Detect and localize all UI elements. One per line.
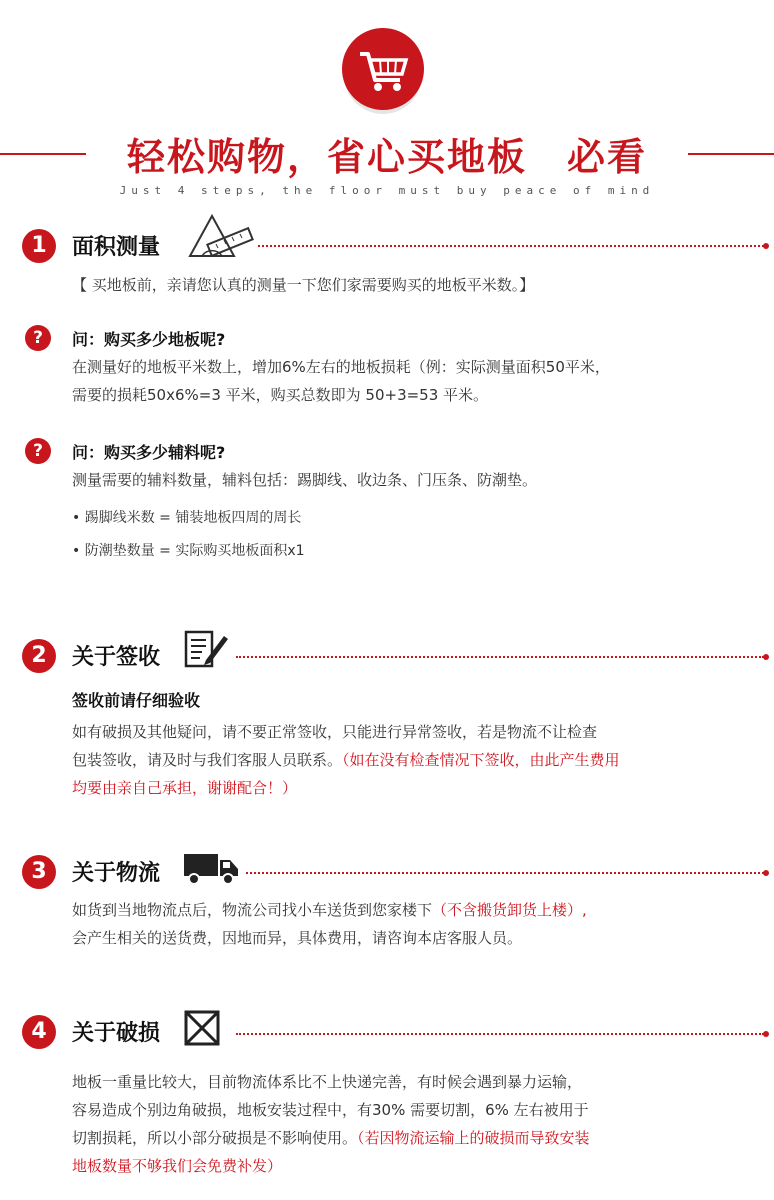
section-title-4: 关于破损	[72, 1021, 161, 1046]
section3-line-1-note: （不含搬货卸货上楼）,	[432, 901, 587, 919]
delivery-truck-icon	[182, 850, 240, 886]
divider-end-dot-3	[763, 870, 769, 876]
section-title-1: 面积测量	[72, 235, 161, 260]
question-1-line-1: 在测量好的地板平米数上，增加6%左右的地板损耗（例：实际测量面积50平米，	[72, 358, 610, 376]
step-number-3: 3	[22, 855, 56, 889]
divider-end-dot-4	[763, 1031, 769, 1037]
step-number-2: 2	[22, 639, 56, 673]
bullet-moisture-pad: • 防潮垫数量 = 实际购买地板面积x1	[72, 543, 305, 559]
section-title-3: 关于物流	[72, 861, 161, 886]
divider-end-dot-2	[763, 654, 769, 660]
section4-line-1: 地板一重量比较大，目前物流体系比不上快递完善，有时候会遇到暴力运输，	[72, 1073, 583, 1091]
page-title: 轻松购物，省心买地板 必看	[126, 135, 647, 179]
sign-document-icon	[182, 626, 230, 670]
question-icon-2: ?	[25, 438, 51, 464]
question-title-1: 问：购买多少地板呢?	[72, 330, 226, 349]
ruler-protractor-icon	[182, 210, 254, 262]
damaged-box-icon	[184, 1010, 220, 1046]
section2-line-3-note: 均要由亲自己承担，谢谢配合！）	[72, 779, 298, 797]
question-2-line-1: 测量需要的辅料数量，辅料包括：踢脚线、收边条、门压条、防潮垫。	[72, 471, 538, 489]
section4-line-3-note: （若因物流运输上的破损而导致安装	[357, 1129, 590, 1147]
question-icon-1: ?	[25, 325, 51, 351]
page-subtitle: Just 4 steps, the floor must buy peace of mind	[119, 184, 655, 197]
section1-intro: 【 买地板前，亲请您认真的测量一下您们家需要购买的地板平米数。】	[72, 276, 535, 294]
question-1-line-2: 需要的损耗50x6%=3 平米，购买总数即为 50+3=53 平米。	[72, 386, 489, 404]
section4-line-3-text: 切割损耗，所以小部分破损是不影响使用。	[72, 1129, 358, 1147]
section4-line-2: 容易造成个别边角破损，地板安装过程中，有30% 需要切割，6% 左右被用于	[72, 1101, 589, 1119]
section2-subtitle: 签收前请仔细验收	[72, 691, 201, 710]
section3-line-1	[72, 897, 587, 924]
section3-line-2: 会产生相关的送货费，因地而异，具体费用，请咨询本店客服人员。	[72, 929, 523, 947]
section-title-2: 关于签收	[72, 645, 161, 670]
divider-end-dot-1	[763, 243, 769, 249]
section4-line-3	[72, 1125, 590, 1152]
dotted-divider-3	[246, 872, 764, 874]
step-number-4: 4	[22, 1015, 56, 1049]
dotted-divider-2	[236, 656, 764, 658]
question-title-2: 问：购买多少辅料呢?	[72, 443, 226, 462]
bullet-baseboard: • 踢脚线米数 = 铺装地板四周的周长	[72, 510, 302, 526]
dotted-divider-4	[236, 1033, 764, 1035]
section2-line-2	[72, 747, 620, 774]
dotted-divider-1	[258, 245, 764, 247]
step-number-1: 1	[22, 229, 56, 263]
section2-line-2-note: （如在没有检查情况下签收，由此产生费用	[342, 751, 620, 769]
section2-line-1: 如有破损及其他疑问，请不要正常签收，只能进行异常签收，若是物流不让检查	[72, 723, 598, 741]
cart-logo	[342, 28, 424, 110]
section2-line-2-text: 包装签收，请及时与我们客服人员联系。	[72, 751, 343, 769]
shopping-cart-icon	[342, 28, 424, 110]
section4-line-4-note: 地板数量不够我们会免费补发）	[72, 1157, 283, 1175]
section3-line-1-text: 如货到当地物流点后，物流公司找小车送货到您家楼下	[72, 901, 433, 919]
